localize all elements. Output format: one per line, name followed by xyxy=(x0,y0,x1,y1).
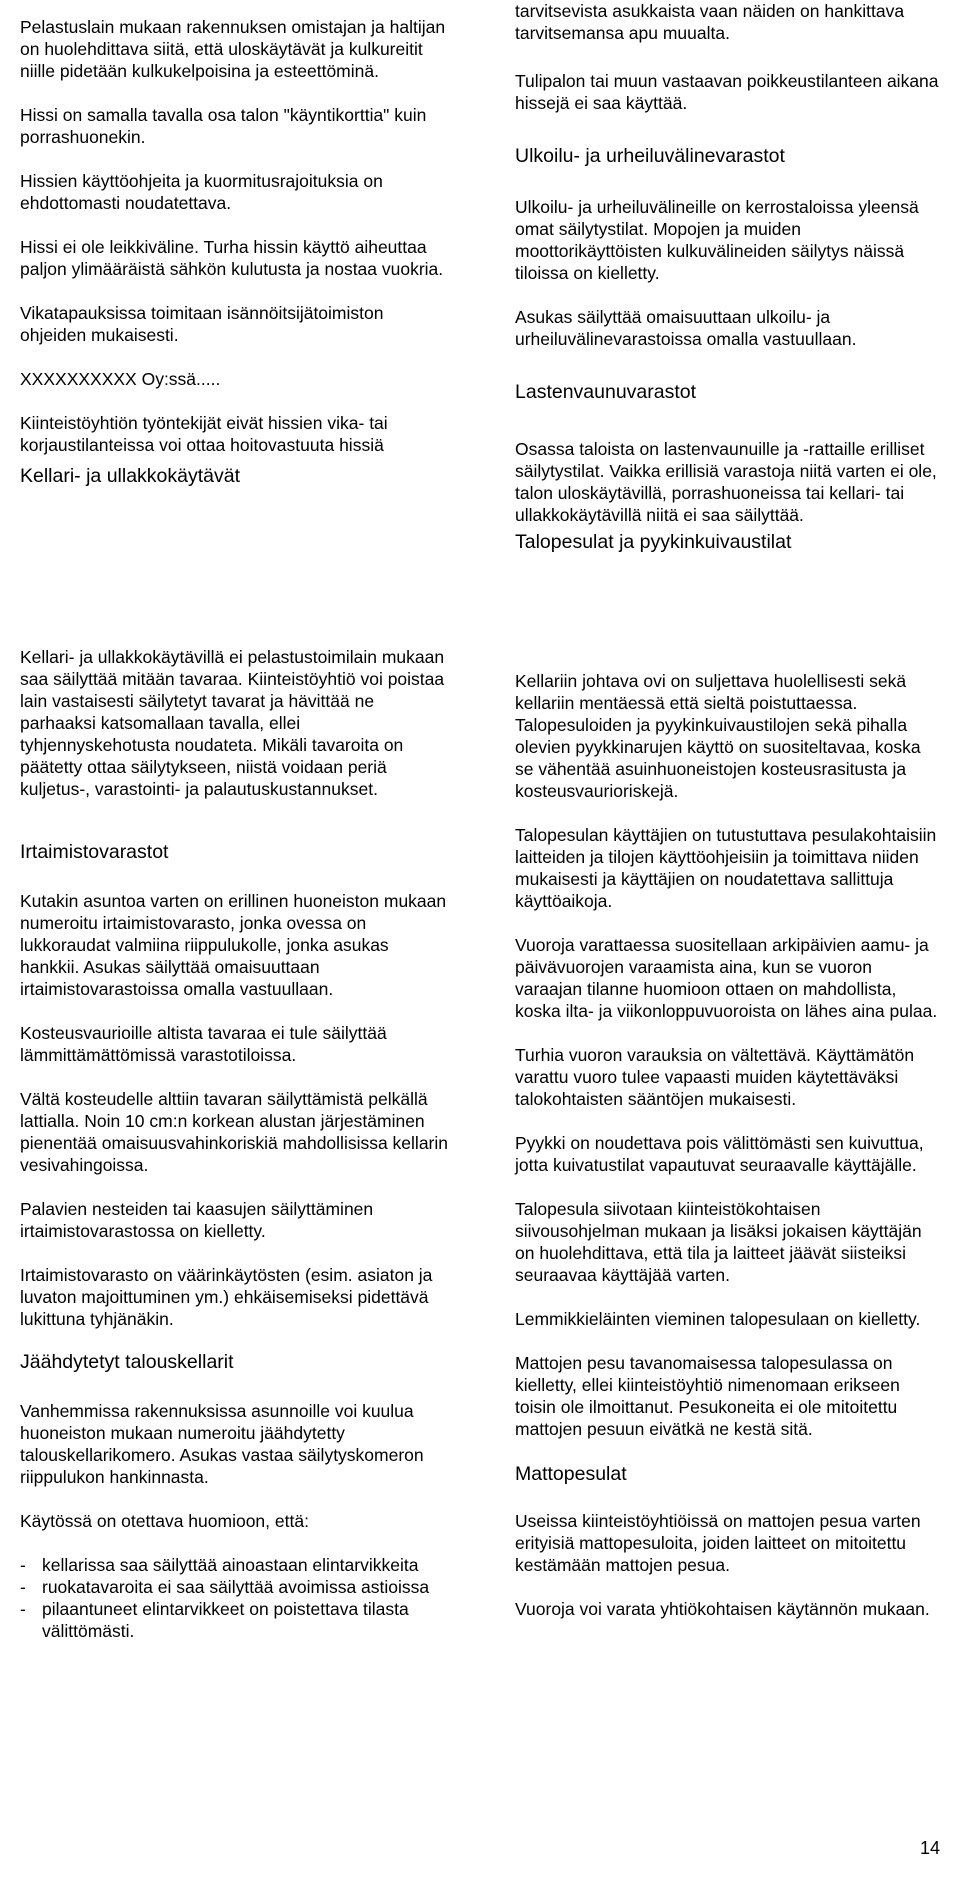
section-heading: Mattopesulat xyxy=(515,1463,627,1485)
paragraph: Vuoroja voi varata yhtiökohtaisen käytännön mukaan. xyxy=(515,1599,930,1619)
paragraph: Hissi ei ole leikkiväline. Turha hissin käyttö aiheuttaa paljon ylimääräistä sähkön kulutusta ja nostaa vuokria. xyxy=(20,237,444,279)
section-heading: Lastenvaunuvarastot xyxy=(515,381,697,403)
paragraph: Kosteusvaurioille altista tavaraa ei tule säilyttää lämmittämättömissä varastotiloissa. xyxy=(20,1023,387,1065)
paragraph: Kellari- ja ullakkokäytävillä ei pelastustoimilain mukaan saa säilyttää mitään tavaraa. Kiinteistöyhtiö voi poistaa lain vastaisesti säilytetyt tavarat ja hävittää ne parhaaksi katsomallaan tavalla, ellei tyhjennyskehotusta noudateta. Mikäli tavaroita on päätetty ottaa säilytykseen, niistä voidaan periä kuljetus-, varastointi- ja palautuskustannukset. xyxy=(20,647,445,799)
bottom-right-column xyxy=(515,670,943,1642)
section-heading: Jäähdytetyt talouskellarit xyxy=(20,1351,234,1373)
list-dash: - xyxy=(20,1555,26,1575)
paragraph: XXXXXXXXXX Oy:ssä..... xyxy=(20,369,221,389)
list-dash: - xyxy=(20,1577,26,1597)
paragraph: Vuoroja varattaessa suositellaan arkipäivien aamu- ja päivävuorojen varaamista aina, kun se vuoron varaajan tilanne huomioon ottaen on mahdollista, koska ilta- ja viikonloppuvuoroista on lähes aina pulaa. xyxy=(515,935,938,1021)
paragraph: Talopesula siivotaan kiinteistökohtaisen siivousohjelman mukaan ja lisäksi jokaisen käyttäjän on huolehdittava, että tila ja laitteet jäävät siisteiksi seuraavaa käyttäjää varten. xyxy=(515,1199,922,1285)
list-item xyxy=(20,1554,448,1576)
paragraph: Asukas säilyttää omaisuuttaan ulkoilu- ja urheiluvälinevarastoissa omalla vastuullaan. xyxy=(515,307,857,349)
paragraph: Hissien käyttöohjeita ja kuormitusrajoituksia on ehdottomasti noudatettava. xyxy=(20,171,383,213)
paragraph: Irtaimistovarasto on väärinkäytösten (esim. asiaton ja luvaton majoittuminen ym.) ehkäisemiseksi pidettävä lukittuna tyhjänäkin. xyxy=(20,1265,433,1329)
list-item-text: pilaantuneet elintarvikkeet on poistettava tilasta välittömästi. xyxy=(42,1599,409,1641)
paragraph: Useissa kiinteistöyhtiöissä on mattojen pesua varten erityisiä mattopesuloita, joiden laitteet on mitoitettu kestämään mattojen pesua. xyxy=(515,1511,921,1575)
paragraph: Käytössä on otettava huomioon, että: xyxy=(20,1511,309,1531)
top-right-column xyxy=(515,0,943,554)
paragraph: Vanhemmissa rakennuksissa asunnoille voi kuulua huoneiston mukaan numeroitu jäähdytetty talouskellarikomero. Asukas vastaa säilytyskomeron riippulukon hankinnasta. xyxy=(20,1401,424,1487)
requirements-list xyxy=(20,1554,448,1642)
list-item xyxy=(20,1576,448,1598)
paragraph: tarvitsevista asukkaista vaan näiden on hankittava tarvitsemansa apu muualta. xyxy=(515,1,905,43)
list-item-text: ruokatavaroita ei saa säilyttää avoimissa astioissa xyxy=(42,1577,430,1597)
paragraph: Vältä kosteudelle alttiin tavaran säilyttämistä pelkällä lattialla. Noin 10 cm:n korkean alustan järjestäminen pienentää omaisuusvahinkoriskiä mahdollisissa kellarin vesivahingoissa. xyxy=(20,1089,448,1175)
paragraph: Ulkoilu- ja urheiluvälineille on kerrostaloissa yleensä omat säilytystilat. Mopojen ja muiden moottorikäyttöisten kulkuvälineiden säilytys näissä tiloissa on kielletty. xyxy=(515,197,919,283)
paragraph: Talopesulan käyttäjien on tutustuttava pesulakohtaisiin laitteiden ja tilojen käyttöohjeisiin ja toimittava niiden mukaisesti ja käyttäjien on noudatettava sallittuja käyttöaikoja. xyxy=(515,825,937,911)
top-left-column xyxy=(20,16,448,488)
paragraph: Pelastuslain mukaan rakennuksen omistajan ja haltijan on huolehdittava siitä, että uloskäytävät ja kulkureitit niille pidetään kulkukelpoisina ja esteettöminä. xyxy=(20,17,446,81)
paragraph: Kellariin johtava ovi on suljettava huolellisesti sekä kellariin mentäessä että sieltä poistuttaessa. Talopesuloiden ja pyykinkuivaustilojen sekä pihalla olevien pyykkinarujen käyttö on suositeltavaa, koska se vähentää asuinhuoneistojen kosteusrasitusta ja kosteusvaurioriskejä. xyxy=(515,671,921,801)
paragraph: Tulipalon tai muun vastaavan poikkeustilanteen aikana hissejä ei saa käyttää. xyxy=(515,71,939,113)
paragraph: Vikatapauksissa toimitaan isännöitsijätoimiston ohjeiden mukaisesti. xyxy=(20,303,384,345)
list-item-text: kellarissa saa säilyttää ainoastaan elintarvikkeita xyxy=(42,1555,419,1575)
paragraph: Lemmikkieläinten vieminen talopesulaan on kielletty. xyxy=(515,1309,921,1329)
paragraph: Mattojen pesu tavanomaisessa talopesulassa on kielletty, ellei kiinteistöyhtiö nimenomaan erikseen toisin ole ilmoittanut. Pesukoneita ei ole mitoitettu mattojen pesuun eivätkä ne kestä sitä. xyxy=(515,1353,900,1439)
page-number: 14 xyxy=(919,1838,940,1858)
section-heading: Irtaimistovarastot xyxy=(20,841,169,863)
section-heading: Ulkoilu- ja urheiluvälinevarastot xyxy=(515,145,785,167)
list-item xyxy=(20,1598,448,1642)
paragraph: Pyykki on noudettava pois välittömästi sen kuivuttua, jotta kuivatustilat vapautuvat seuraavalle käyttäjälle. xyxy=(515,1133,924,1175)
paragraph: Palavien nesteiden tai kaasujen säilyttäminen irtaimistovarastossa on kielletty. xyxy=(20,1199,374,1241)
paragraph: Osassa taloista on lastenvaunuille ja -rattaille erilliset säilytystilat. Vaikka erillisiä varastoja niitä varten ei ole, talon uloskäytävillä, porrashuoneissa tai kellari- tai ullakkokäytävillä niitä ei saa säilyttää. xyxy=(515,439,937,525)
paragraph: Kutakin asuntoa varten on erillinen huoneiston mukaan numeroitu irtaimistovarasto, jonka ovessa on lukkoraudat valmiina riippulukolle, jonka asukas hankkii. Asukas säilyttää omaisuuttaan irtaimistovarastoissa omalla vastuullaan. xyxy=(20,891,447,999)
bottom-left-column xyxy=(20,646,448,1642)
paragraph: Kiinteistöyhtiön työntekijät eivät hissien vika- tai korjaustilanteissa voi ottaa hoitovastuuta hissiä xyxy=(20,413,388,455)
section-heading: Kellari- ja ullakkokäytävät xyxy=(20,465,241,487)
list-dash: - xyxy=(20,1599,26,1619)
section-heading: Talopesulat ja pyykinkuivaustilat xyxy=(515,531,792,553)
paragraph: Turhia vuoron varauksia on vältettävä. Käyttämätön varattu vuoro tulee vapaasti muiden käytettäväksi talokohtaisten sääntöjen mukaisesti. xyxy=(515,1045,915,1109)
paragraph: Hissi on samalla tavalla osa talon "käyntikorttia" kuin porrashuonekin. xyxy=(20,105,427,147)
